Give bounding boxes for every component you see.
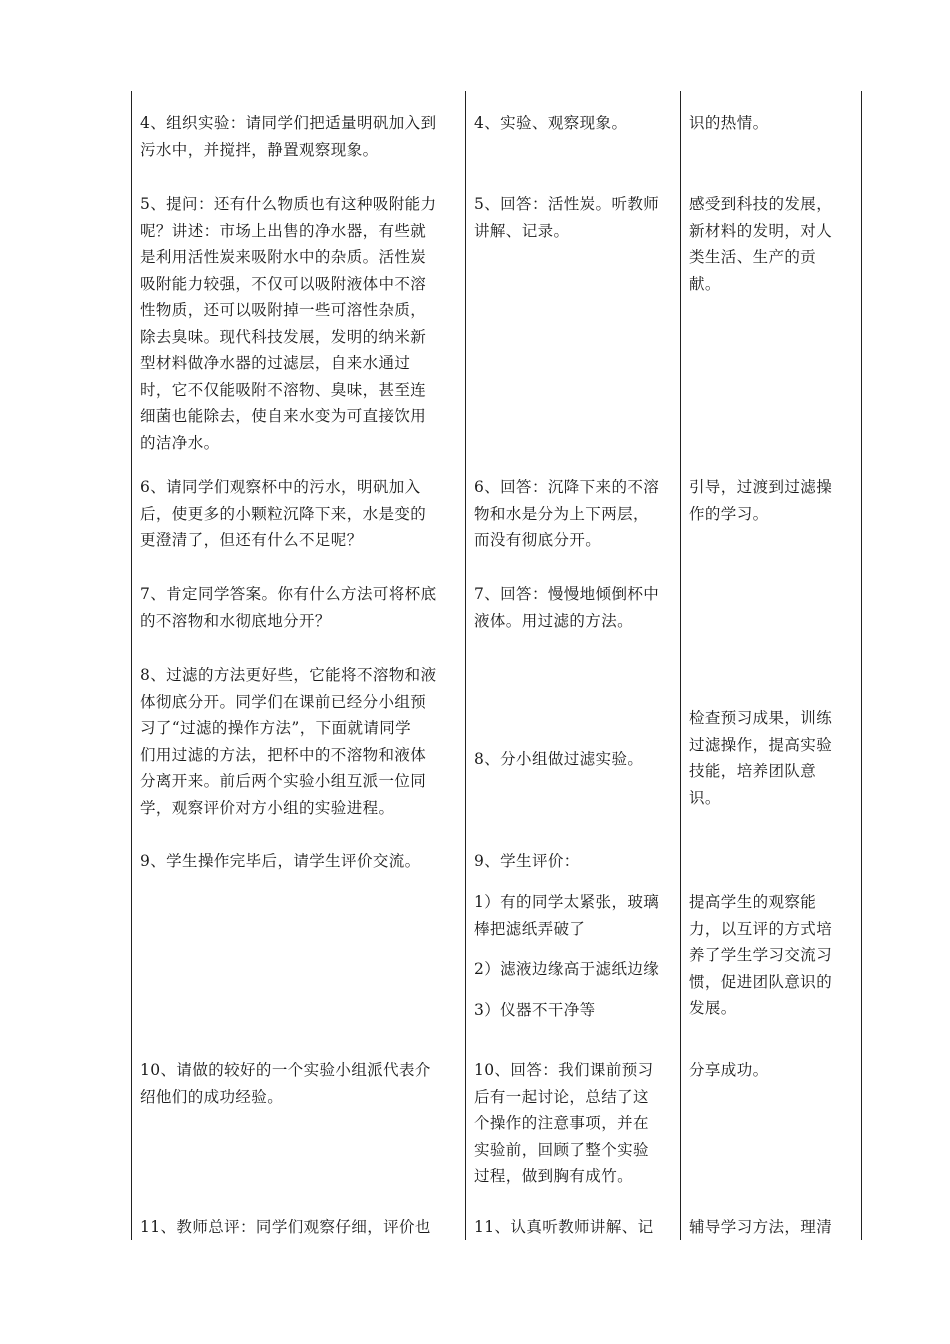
teacher-activity-7: 7、肯定同学答案。你有什么方法可将杯底 的不溶物和水彻底地分开？ [140, 585, 437, 630]
student-evaluation-item-3: 3）仪器不干净等 [474, 1001, 596, 1019]
design-intent-11: 辅导学习方法，理清 [689, 1218, 833, 1236]
teacher-activity-8: 8、过滤的方法更好些，它能将不溶物和液 体彻底分开。同学们在课前已经分小组预 习了“过滤的操作方法”，下面就请同学 们用过滤的方法，把杯中的不溶物和液体 分离开来。前后两个实验小组互派一位同 学，观察评价对方小组的实验进程。 [140, 666, 437, 817]
design-intent-4: 识的热情。 [689, 114, 769, 132]
student-activity-11: 11、认真听教师讲解、记 [474, 1218, 654, 1236]
teacher-activity-10: 10、请做的较好的一个实验小组派代表介 绍他们的成功经验。 [140, 1061, 431, 1106]
column-divider-1 [465, 91, 466, 1240]
design-intent-10: 分享成功。 [689, 1061, 769, 1079]
student-activity-4: 4、实验、观察现象。 [474, 114, 628, 132]
design-intent-9: 提高学生的观察能 力，以互评的方式培 养了学生学习交流习 惯，促进团队意识的 发展。 [689, 893, 833, 1017]
teacher-activity-11: 11、教师总评：同学们观察仔细，评价也 [140, 1218, 431, 1236]
teacher-activity-9: 9、学生操作完毕后，请学生评价交流。 [140, 852, 421, 870]
student-activity-7: 7、回答：慢慢地倾倒杯中 液体。用过滤的方法。 [474, 585, 660, 630]
design-intent-5: 感受到科技的发展， 新材料的发明，对人 类生活、生产的贡 献。 [689, 195, 833, 293]
design-intent-8: 检查预习成果，训练 过滤操作，提高实验 技能，培养团队意 识。 [689, 709, 833, 807]
teacher-activity-6: 6、请同学们观察杯中的污水，明矾加入 后，使更多的小颗粒沉降下来，水是变的 更澄清了，但还有什么不足呢？ [140, 478, 427, 549]
table-border-right [861, 91, 862, 1240]
student-activity-9-heading: 9、学生评价： [474, 852, 580, 870]
student-activity-6: 6、回答：沉降下来的不溶 物和水是分为上下两层， 而没有彻底分开。 [474, 478, 660, 549]
table-border-left [131, 91, 132, 1240]
student-evaluation-item-2: 2）滤液边缘高于滤纸边缘 [474, 960, 660, 978]
student-activity-8: 8、分小组做过滤实验。 [474, 750, 644, 768]
student-activity-10: 10、回答：我们课前预习 后有一起讨论，总结了这 个操作的注意事项，并在 实验前，回顾了整个实验 过程，做到胸有成竹。 [474, 1061, 654, 1185]
design-intent-6: 引导，过渡到过滤操 作的学习。 [689, 478, 833, 523]
teacher-activity-5: 5、提问：还有什么物质也有这种吸附能力 呢？讲述：市场上出售的净水器，有些就 是利用活性炭来吸附水中的杂质。活性炭 吸附能力较强，不仅可以吸附液体中不溶 性物质，还可以吸附掉一些可溶性杂质， 除去臭味。现代科技发展，发明的纳米新 型材料做净水器的过滤层，自来水通过 时，它不仅能吸附不溶物、臭味，甚至连 细菌也能除去，使自来水变为可直接饮用 的洁净水。 [140, 195, 437, 452]
student-evaluation-item-1: 1）有的同学太紧张，玻璃 棒把滤纸弄破了 [474, 893, 660, 938]
student-activity-5: 5、回答：活性炭。听教师 讲解、记录。 [474, 195, 660, 240]
column-divider-2 [680, 91, 681, 1240]
teacher-activity-4: 4、组织实验：请同学们把适量明矾加入到 污水中，并搅拌，静置观察现象。 [140, 114, 437, 159]
